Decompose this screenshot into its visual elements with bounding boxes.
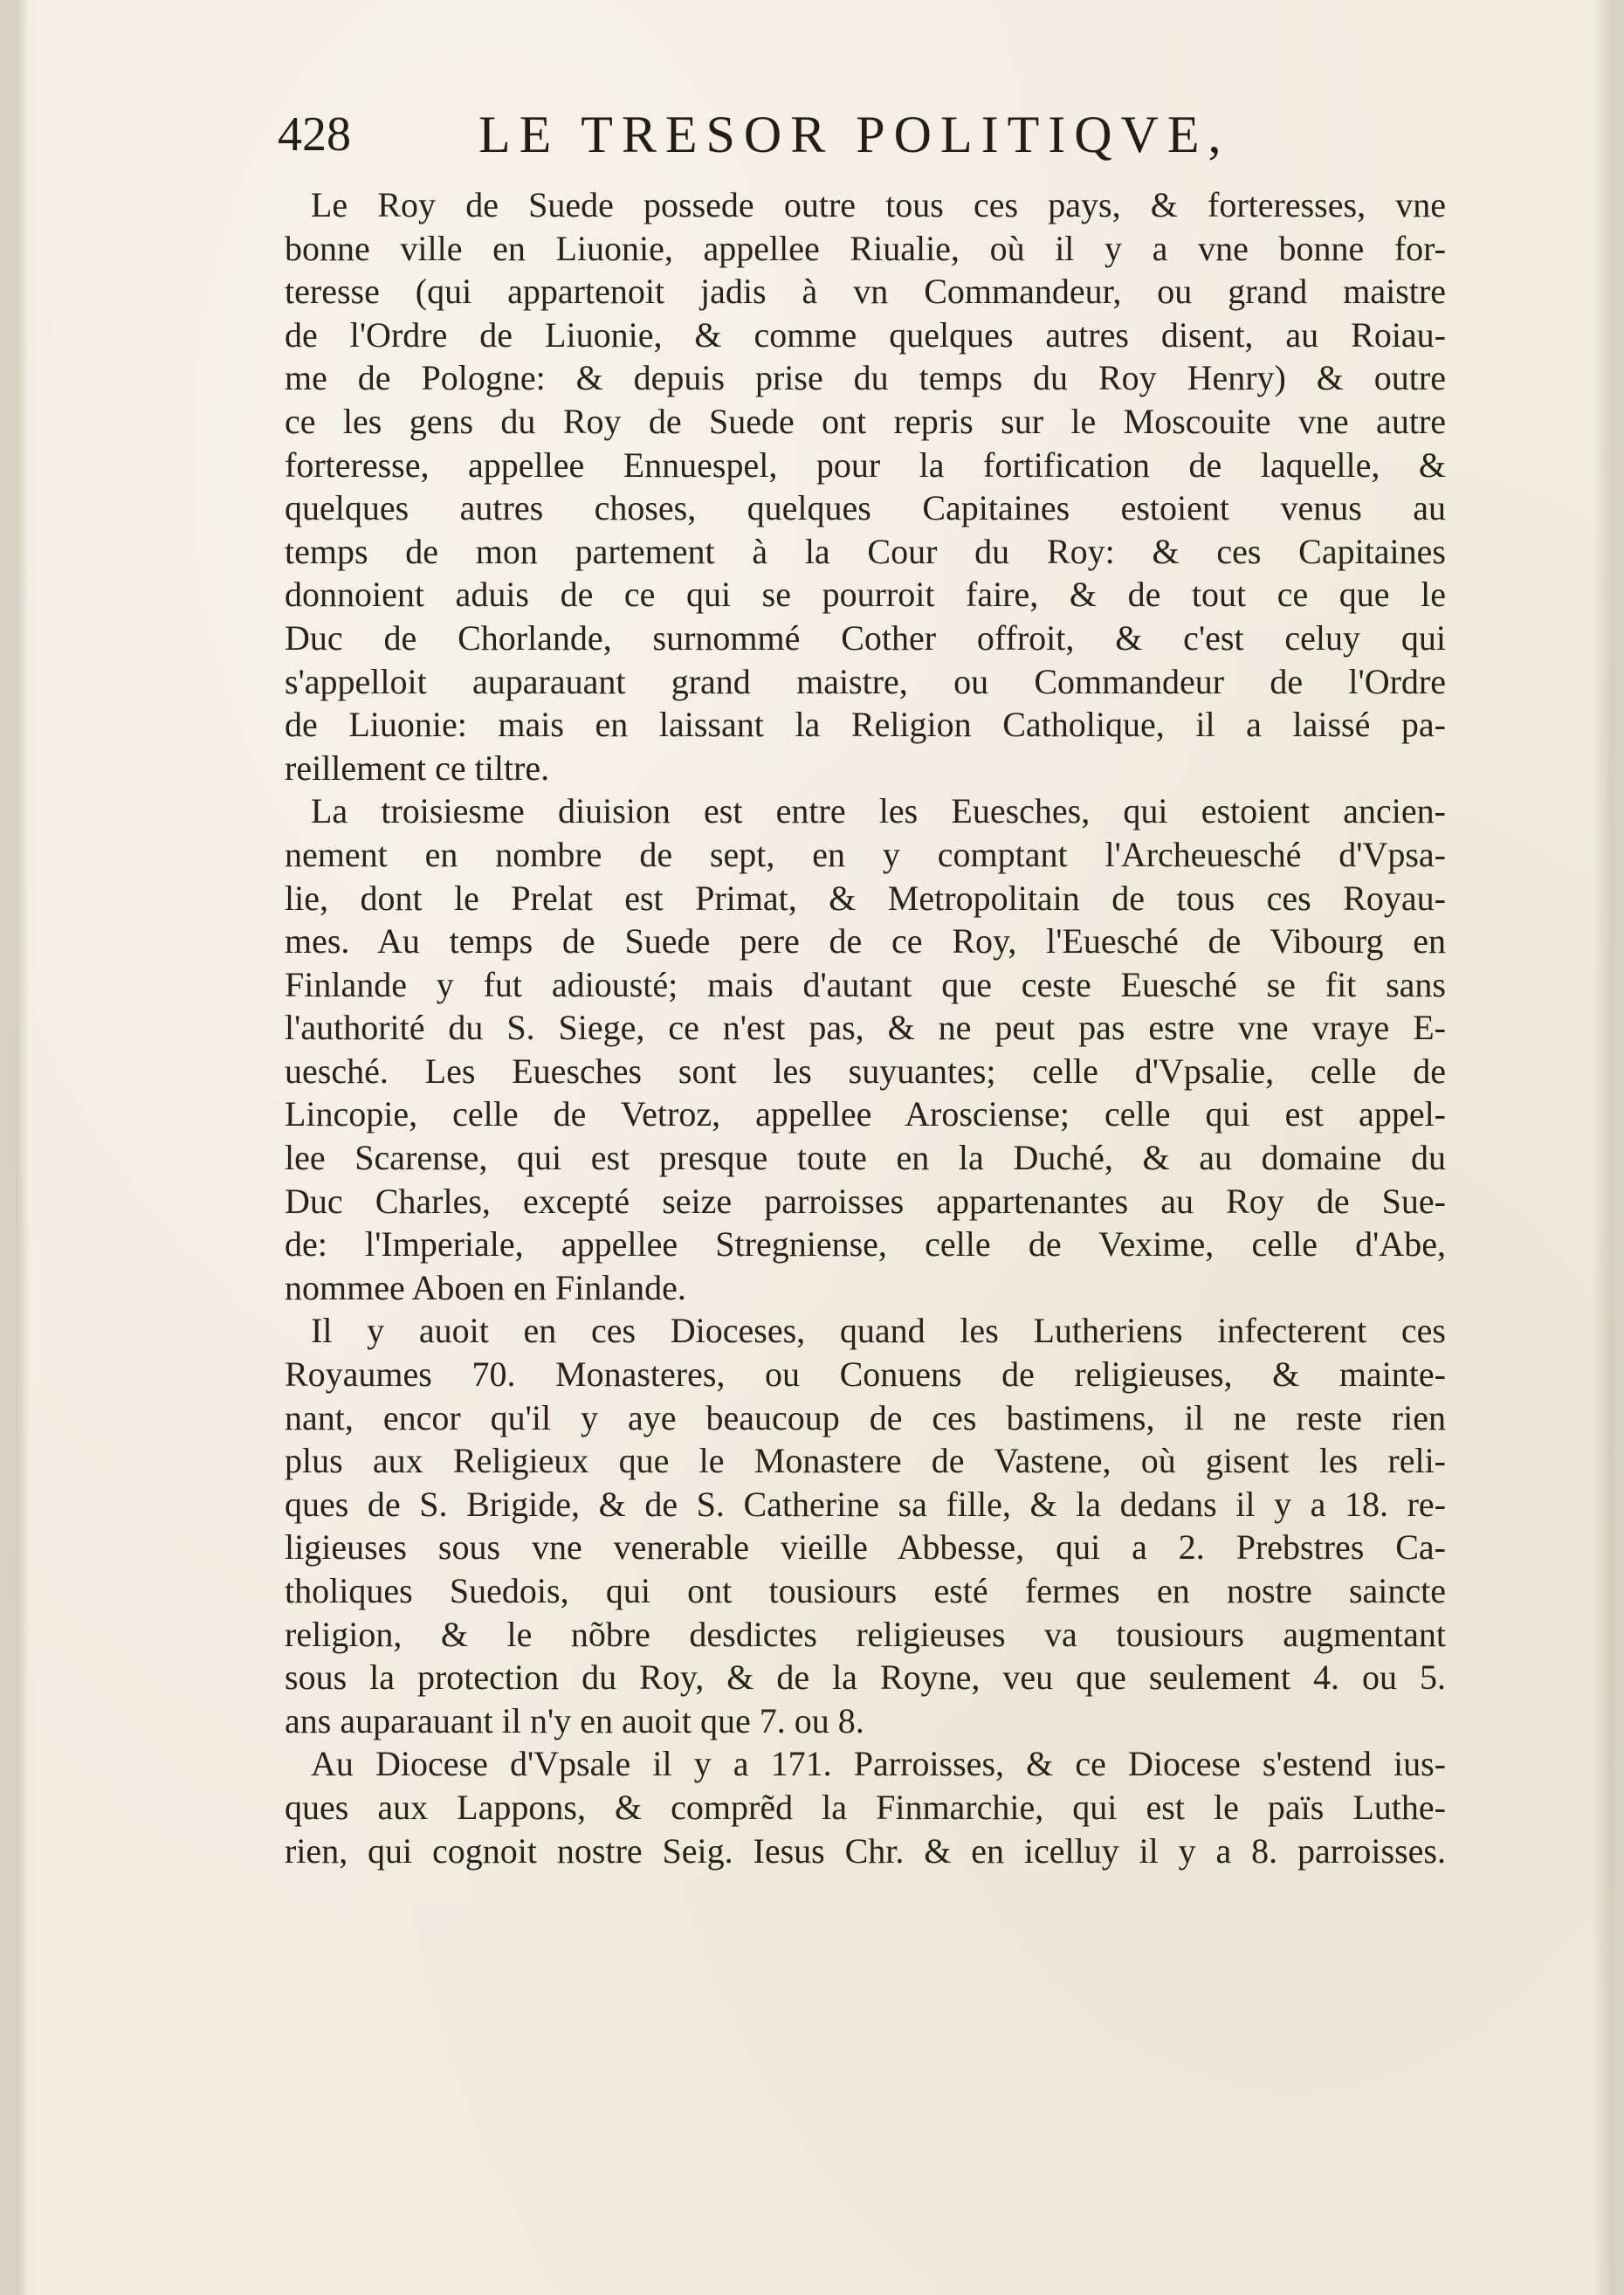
text-line: ques aux Lappons, & comprẽd la Finmarchie, qui est le païs Luthe- [285, 1787, 1446, 1827]
text-line: Il y auoit en ces Dioceses, quand les Lutheriens infecterent ces [311, 1311, 1446, 1351]
paragraph-1 [285, 183, 1446, 789]
text-line: religion, & le nõbre desdictes religieuses va tousiours augmentant [285, 1614, 1446, 1654]
text-line: temps de mon partement à la Cour du Roy: & ces Capitaines [285, 531, 1446, 571]
text-line: Le Roy de Suede possede outre tous ces pays, & forteresses, vne [311, 185, 1446, 224]
text-line: ligieuses sous vne venerable vieille Abbesse, qui a 2. Prebstres Ca- [285, 1527, 1446, 1568]
text-line: La troisiesme diuision est entre les Euesches, qui estoient ancien- [311, 791, 1446, 831]
text-line: de: l'Imperiale, appellee Stregniense, celle de Vexime, celle d'Abe, [285, 1224, 1446, 1265]
text-line: donnoient aduis de ce qui se pourroit faire, & de tout ce que le [285, 575, 1446, 615]
text-line: de Liuonie: mais en laissant la Religion Catholique, il a laissé pa- [285, 705, 1446, 745]
text-line: lee Scarense, qui est presque toute en la Duché, & au domaine du [285, 1138, 1446, 1178]
text-line: s'appelloit auparauant grand maistre, ou Commandeur de l'Ordre [285, 661, 1446, 701]
text-line: de l'Ordre de Liuonie, & comme quelques autres disent, au Roiau- [285, 314, 1446, 355]
text-line: uesché. Les Euesches sont les suyuantes; celle d'Vpsalie, celle de [285, 1051, 1446, 1091]
text-line: nommee Aboen en Finlande. [285, 1267, 686, 1307]
text-line: Au Diocese d'Vpsale il y a 171. Parroisses, & ce Diocese s'estend ius- [311, 1744, 1446, 1784]
text-line: me de Pologne: & depuis prise du temps du Roy Henry) & outre [285, 358, 1446, 398]
text-line: rien, qui cognoit nostre Seig. Iesus Chr. & en icelluy il y a 8. parroisses. [285, 1830, 1446, 1871]
book-page [16, 0, 1614, 2295]
text-line: ques de S. Brigide, & de S. Catherine sa fille, & la dedans il y a 18. re- [285, 1484, 1446, 1524]
page-header [278, 96, 1430, 175]
paragraph-2 [285, 789, 1446, 1309]
text-line: quelques autres choses, quelques Capitaines estoient venus au [285, 488, 1446, 528]
text-line: ans auparauant il n'y en auoit que 7. ou 8. [285, 1700, 864, 1740]
text-line: plus aux Religieux que le Monastere de Vastene, où gisent les reli- [285, 1441, 1446, 1481]
text-line: Duc de Chorlande, surnommé Cother offroit, & c'est celuy qui [285, 617, 1446, 658]
text-line: nant, encor qu'il y aye beaucoup de ces bastimens, il ne reste rien [285, 1397, 1446, 1437]
running-title: LE TRESOR POLITIQVE, [478, 106, 1230, 163]
text-line: Duc Charles, excepté seize parroisses appartenantes au Roy de Sue- [285, 1181, 1446, 1221]
text-line: teresse (qui appartenoit jadis à vn Commandeur, ou grand maistre [285, 272, 1446, 312]
body-text [285, 183, 1446, 1872]
text-line: forteresse, appellee Ennuespel, pour la fortification de laquelle, & [285, 445, 1446, 485]
text-line: Royaumes 70. Monasteres, ou Conuens de religieuses, & mainte- [285, 1354, 1446, 1395]
text-line: lie, dont le Prelat est Primat, & Metropolitain de tous ces Royau- [285, 878, 1446, 918]
text-line: reillement ce tiltre. [285, 748, 550, 788]
paragraph-3 [285, 1309, 1446, 1742]
text-line: l'authorité du S. Siege, ce n'est pas, & ne peut pas estre vne vraye E- [285, 1008, 1446, 1048]
text-line: tholiques Suedois, qui ont tousiours esté fermes en nostre saincte [285, 1571, 1446, 1610]
text-line: Finlande y fut adiousté; mais d'autant que ceste Euesché se fit sans [285, 964, 1446, 1004]
page-number: 428 [278, 107, 351, 162]
paragraph-4 [285, 1742, 1446, 1872]
text-line: bonne ville en Liuonie, appellee Riualie, où il y a vne bonne for- [285, 228, 1446, 268]
text-line: ce les gens du Roy de Suede ont repris sur le Moscouite vne autre [285, 401, 1446, 441]
text-line: Lincopie, celle de Vetroz, appellee Arosciense; celle qui est appel- [285, 1094, 1446, 1134]
text-line: nement en nombre de sept, en y comptant l'Archeuesché d'Vpsa- [285, 834, 1446, 874]
text-line: sous la protection du Roy, & de la Royne, veu que seulement 4. ou 5. [285, 1658, 1446, 1698]
text-line: mes. Au temps de Suede pere de ce Roy, l'Euesché de Vibourg en [285, 921, 1446, 961]
